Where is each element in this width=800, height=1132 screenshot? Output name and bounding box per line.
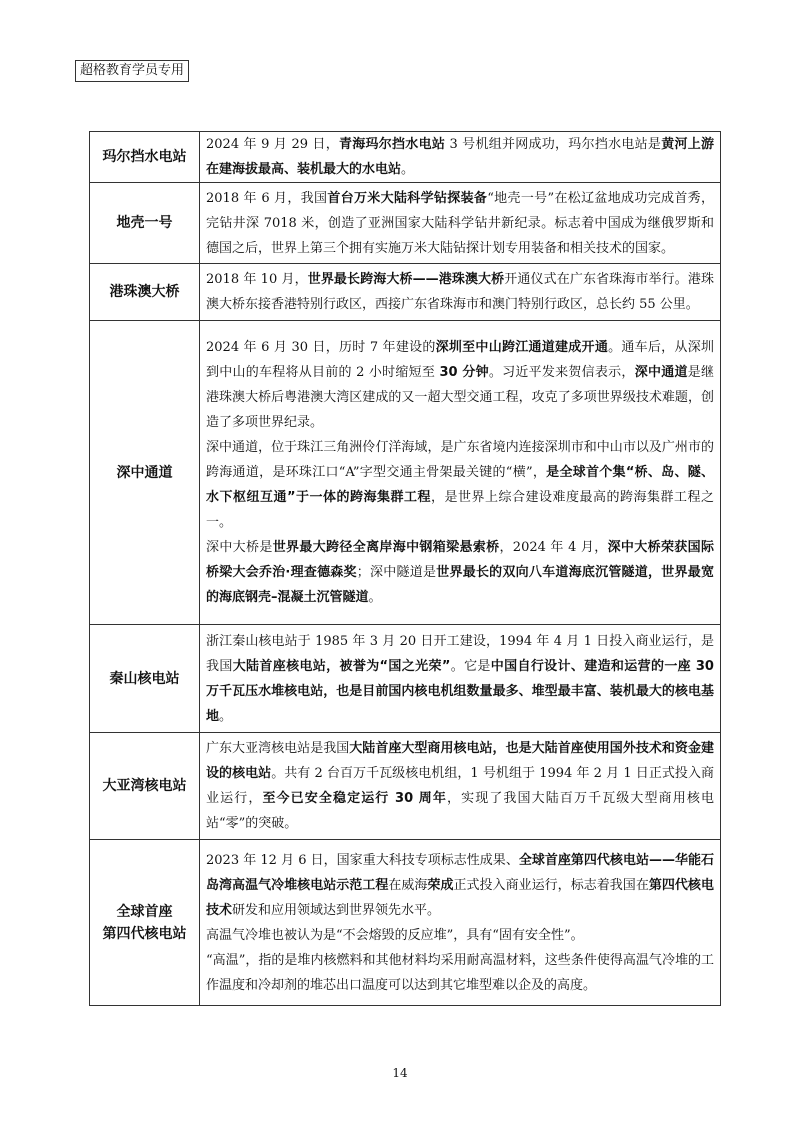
row-name-cell (90, 733, 200, 840)
text-segment: 。通车后，从深圳到中山的车程将从目前的 2 小时缩短至 (206, 340, 714, 380)
bold-text: 中国自行设计、建造和运营的一座 30 万千瓦压水堆核电站，也是目前国内核电机组数量最多、堆型最丰富、装机最大的核电基地 (206, 658, 714, 724)
row-content-cell (200, 183, 721, 264)
table-row (90, 321, 721, 625)
bold-text: 30 分钟 (439, 365, 489, 380)
text-segment: ，2024 年 4 月， (499, 540, 608, 555)
content-paragraph (206, 736, 714, 836)
text-segment: “高温”，指的是堆内核燃料和其他材料均采用耐高温材料，这些条件使得高温气冷堆的工作温度和冷却剂的堆芯出口温度可以达到其它堆型难以企及的高度。 (206, 952, 714, 993)
table-row (90, 183, 721, 264)
facts-table (89, 131, 721, 1006)
row-name-cell (90, 625, 200, 733)
row-content-cell (200, 132, 721, 183)
row-name-line: 地壳一号 (116, 215, 173, 231)
text-segment: 是继港珠澳大桥后粤港澳大湾区建成的又一超大型交通工程，攻克了多项世界级技术难题，创造了多项世界纪录。 (206, 365, 714, 430)
table-row (90, 132, 721, 183)
text-segment: 2018 年 6 月，我国 (206, 190, 328, 206)
text-segment: 。 (219, 708, 233, 724)
bold-text: 大陆首座大型商用核电站，也是大陆首座使用国外技术和资金建设的核电站 (206, 741, 714, 781)
row-name-cell (90, 132, 200, 183)
content-paragraph (206, 335, 714, 435)
row-content-cell (200, 733, 721, 840)
content-paragraph (206, 923, 714, 948)
text-segment: 深中通道，位于珠江三角洲伶仃洋海域，是广东省境内连接深圳市和中山市以及广州市的跨海通道，是环珠江口“A”字型交通主骨架最关键的“横”， (206, 440, 714, 480)
text-segment: ，是世界上综合建设难度最高的跨海集群工程之一。 (206, 490, 714, 530)
table-row (90, 264, 721, 321)
bold-text: 至今已安全稳定运行 30 周年 (262, 791, 447, 806)
text-segment: 深中大桥是 (206, 540, 273, 555)
row-name-line: 玛尔挡水电站 (102, 149, 187, 165)
text-segment: 。习近平发来贺信表示， (488, 365, 635, 380)
row-name-line: 全球首座 (116, 903, 173, 920)
bold-text: 深圳至中山跨江通道建成开通 (435, 340, 609, 355)
bold-text: 深中大桥荣获国际桥梁大会乔治·理查德森奖 (206, 540, 714, 580)
text-segment: 2023 年 12 月 6 日，国家重大科技专项标志性成果、 (206, 852, 519, 868)
row-name-cell (90, 264, 200, 321)
text-segment: 浙江秦山核电站于 1985 年 3 月 20 日开工建设，1994 年 4 月 1 日投入商业运行，是我国 (206, 633, 714, 674)
text-segment: 。 (401, 162, 415, 177)
bold-text: 深中通道 (634, 365, 688, 380)
text-segment: 研发和应用领域达到世界领先水平。 (232, 902, 441, 918)
row-name-cell (90, 840, 200, 1006)
bold-text: 世界最长的双向八车道海底沉管隧道，世界最宽的海底钢壳–混凝土沉管隧道 (206, 565, 714, 605)
text-segment: “地壳一号”在松辽盆地成功完成首秀，完钻井深 7018 米，创造了亚洲国家大陆科学钻井新纪录。标志着中国成为继俄罗斯和德国之后，世界上第三个拥有实施万米大陆钻探计划专用装备和相关技术的国家。 (206, 190, 714, 256)
bold-text: 全球首座第四代核电站——华能石岛湾高温气冷堆核电站示范工程 (206, 852, 714, 893)
bold-text: 大陆首座核电站，被誉为“国之光荣” (232, 658, 451, 674)
table-row (90, 625, 721, 733)
content-paragraph (206, 629, 714, 729)
row-name-cell (90, 183, 200, 264)
bold-text: 是全球首个集“桥、岛、隧、水下枢纽互通”于一体的跨海集群工程 (206, 465, 714, 505)
row-name-line: 港珠澳大桥 (109, 284, 180, 300)
content-paragraph (206, 132, 714, 182)
text-segment: 2024 年 6 月 30 日，历时 7 年建设的 (206, 340, 436, 355)
bold-text: 第四代核电技术 (206, 877, 714, 918)
table-row (90, 733, 721, 840)
text-segment: 。 (368, 590, 382, 605)
page-number: 14 (392, 1066, 408, 1080)
text-segment: ；深中隧道是 (356, 565, 437, 580)
text-segment: 2018 年 10 月， (206, 272, 308, 287)
row-name-line: 秦山核电站 (109, 670, 180, 687)
bold-text: 荣成 (427, 877, 454, 893)
text-segment: 3 号机组并网成功，玛尔挡水电站是 (445, 137, 662, 152)
table-row (90, 840, 721, 1006)
bold-text: 首台万米大陆科学钻探装备 (327, 190, 488, 206)
content-paragraph (206, 267, 714, 317)
bold-text: 世界最大跨径全离岸海中钢箱梁悬索桥 (272, 540, 500, 555)
row-name-line: 第四代核电站 (102, 925, 187, 942)
text-segment: 正式投入商业运行，标志着我国在 (453, 877, 649, 893)
content-paragraph (206, 535, 714, 610)
header-tag: 超格教育学员专用 (75, 60, 189, 82)
text-segment: 2024 年 9 月 29 日， (206, 137, 339, 152)
bold-text: 世界最长跨海大桥——港珠澳大桥 (307, 272, 505, 287)
facts-table-body (90, 132, 721, 1006)
content-paragraph (206, 948, 714, 998)
row-content-cell (200, 625, 721, 733)
row-content-cell (200, 264, 721, 321)
content-paragraph (206, 848, 714, 923)
bold-text: 黄河上游在建海拔最高、装机最大的水电站 (206, 137, 714, 177)
text-segment: 。共有 2 台百万千瓦级核电机组，1 号机组于 1994 年 2 月 1 日正式投入商业运行， (206, 766, 714, 806)
content-paragraph (206, 435, 714, 535)
text-segment: 在威海 (388, 877, 428, 893)
row-name-cell (90, 321, 200, 625)
text-segment: ，实现了我国大陆百万千瓦级大型商用核电站“零”的突破。 (206, 791, 714, 831)
text-segment: 。它是 (450, 658, 491, 674)
row-content-cell (200, 321, 721, 625)
row-name-line: 深中通道 (116, 464, 173, 481)
text-segment: 开通仪式在广东省珠海市举行。港珠澳大桥东接香港特别行政区，西接广东省珠海市和澳门特别行政区，总长约 55 公里。 (206, 272, 714, 312)
row-content-cell (200, 840, 721, 1006)
row-name-line: 大亚湾核电站 (102, 778, 187, 794)
text-segment: 高温气冷堆也被认为是“不会熔毁的反应堆”，具有“固有安全性”。 (206, 927, 584, 943)
bold-text: 青海玛尔挡水电站 (338, 137, 446, 152)
text-segment: 广东大亚湾核电站是我国 (206, 741, 350, 756)
content-paragraph (206, 186, 714, 261)
